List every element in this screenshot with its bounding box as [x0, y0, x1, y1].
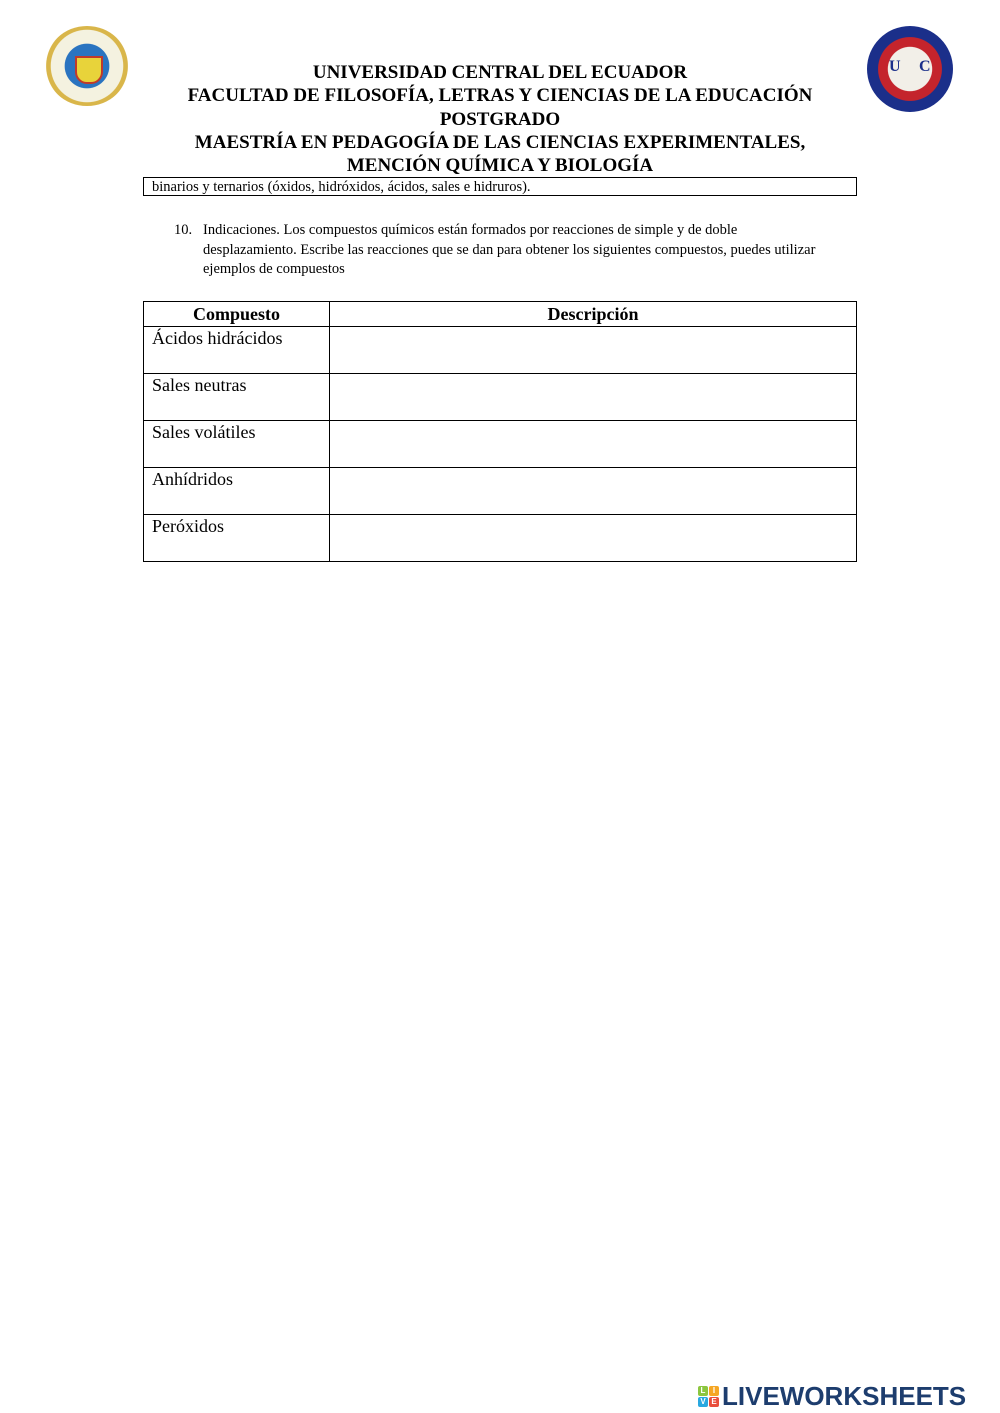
- table-row: [144, 421, 857, 468]
- header-line: FACULTAD DE FILOSOFÍA, LETRAS Y CIENCIAS DE LA EDUCACIÓN: [187, 85, 813, 107]
- description-cell[interactable]: [330, 421, 857, 468]
- document-header: [0, 61, 1000, 177]
- brand-name: LIVEWORKSHEETS: [722, 1381, 967, 1411]
- compound-cell: Peróxidos: [144, 515, 330, 562]
- liveworksheets-logo: [698, 1381, 966, 1412]
- instruction-text: Indicaciones. Los compuestos químicos están formados por reacciones de simple y de doble desplazamiento. Escribe las reacciones que se dan para obtener los siguientes compuestos, puedes utilizar ejemplos de compuestos: [203, 222, 816, 277]
- table-row: [144, 374, 857, 421]
- description-cell[interactable]: [330, 327, 857, 374]
- table-row: [144, 468, 857, 515]
- description-cell[interactable]: [330, 515, 857, 562]
- compound-cell: Sales volátiles: [144, 421, 330, 468]
- description-cell[interactable]: [330, 374, 857, 421]
- column-header-compuesto: Compuesto: [144, 302, 330, 327]
- compound-cell: Sales neutras: [144, 374, 330, 421]
- header-line: MENCIÓN QUÍMICA Y BIOLOGÍA: [346, 155, 654, 177]
- previous-question-box: binarios y ternarios (óxidos, hidróxidos, ácidos, sales e hidruros).: [143, 177, 857, 196]
- header-line: UNIVERSIDAD CENTRAL DEL ECUADOR: [312, 62, 688, 83]
- table-header-row: [144, 302, 857, 327]
- table-row: [144, 327, 857, 374]
- instruction-number: 10.: [174, 222, 193, 238]
- faculty-seal-logo: U C: [867, 26, 953, 112]
- description-cell[interactable]: [330, 468, 857, 515]
- instruction: [174, 221, 834, 280]
- live-blocks-icon: L I V E: [698, 1386, 719, 1407]
- compound-cell: Anhídridos: [144, 468, 330, 515]
- table-row: [144, 515, 857, 562]
- header-line: MAESTRÍA EN PEDAGOGÍA DE LAS CIENCIAS EXPERIMENTALES,: [194, 131, 806, 153]
- column-header-descripcion: Descripción: [330, 302, 857, 327]
- header-line: POSTGRADO: [439, 108, 561, 130]
- compound-cell: Ácidos hidrácidos: [144, 327, 330, 374]
- compounds-table: [143, 301, 857, 562]
